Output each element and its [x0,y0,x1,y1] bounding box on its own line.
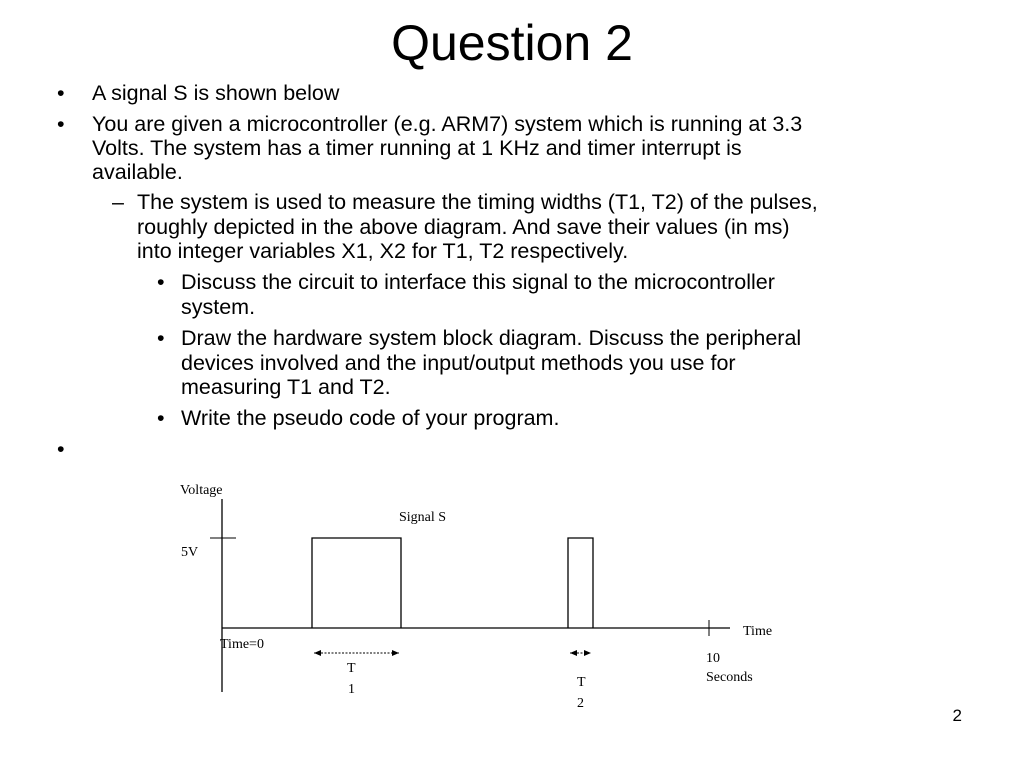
pulse-2 [568,538,593,628]
bullet-item [57,81,340,106]
bullet-marker: • [157,326,165,350]
t2-label: 2 [577,696,584,711]
bullet-marker: • [157,270,165,294]
sub-sub-bullet-item [157,326,802,351]
sub-sub-bullet-item [157,406,560,431]
voltage-label: Voltage [180,483,223,498]
time-label: Time [743,624,773,639]
sub-sub-bullet-text-line: Draw the hardware system block diagram. Discuss the peripheral [181,326,802,350]
sub-sub-bullet-text-line: system. [181,295,256,319]
t1-label: 1 [348,682,355,697]
end-value-label: 10 [706,651,720,666]
bullet-item [57,112,803,137]
bullet-text-line: available. [92,160,183,184]
sub-sub-bullet-text-line: Discuss the circuit to interface this signal to the microcontroller [181,270,775,294]
dash-marker: – [112,190,124,214]
signal-diagram [0,470,1024,730]
signal-diagram-svg [0,470,1024,730]
sub-bullet-text-line: into integer variables X1, X2 for T1, T2 respectively. [137,239,629,263]
sub-bullet-item [112,190,818,215]
origin-label: Time=0 [220,637,264,652]
bullet-text-line: Volts. The system has a timer running at 1 KHz and timer interrupt is [92,136,742,160]
pulse-1 [312,538,401,628]
bullet-marker: • [57,112,65,136]
slide-title: Question 2 [391,15,633,71]
page-number: 2 [952,706,962,725]
sub-sub-bullet-item [157,270,775,295]
sub-bullet-text-line: The system is used to measure the timing widths (T1, T2) of the pulses, [137,190,818,214]
t1-label: T [347,661,356,676]
signal-label: Signal S [399,510,447,525]
sub-sub-bullet-text-line: devices involved and the input/output methods you use for [181,351,736,375]
bullet-marker: • [57,437,65,461]
end-unit-label: Seconds [706,670,753,685]
sub-sub-bullet-text-line: Write the pseudo code of your program. [181,406,560,430]
level-label: 5V [181,545,199,560]
t2-label: T [577,675,586,690]
bullet-marker: • [57,81,65,105]
sub-bullet-text-line: roughly depicted in the above diagram. And save their values (in ms) [137,215,790,239]
sub-sub-bullet-text-line: measuring T1 and T2. [181,375,391,399]
bullet-text: A signal S is shown below [92,81,340,105]
bullet-marker: • [157,406,165,430]
bullet-text-line: You are given a microcontroller (e.g. ARM7) system which is running at 3.3 [92,112,803,136]
